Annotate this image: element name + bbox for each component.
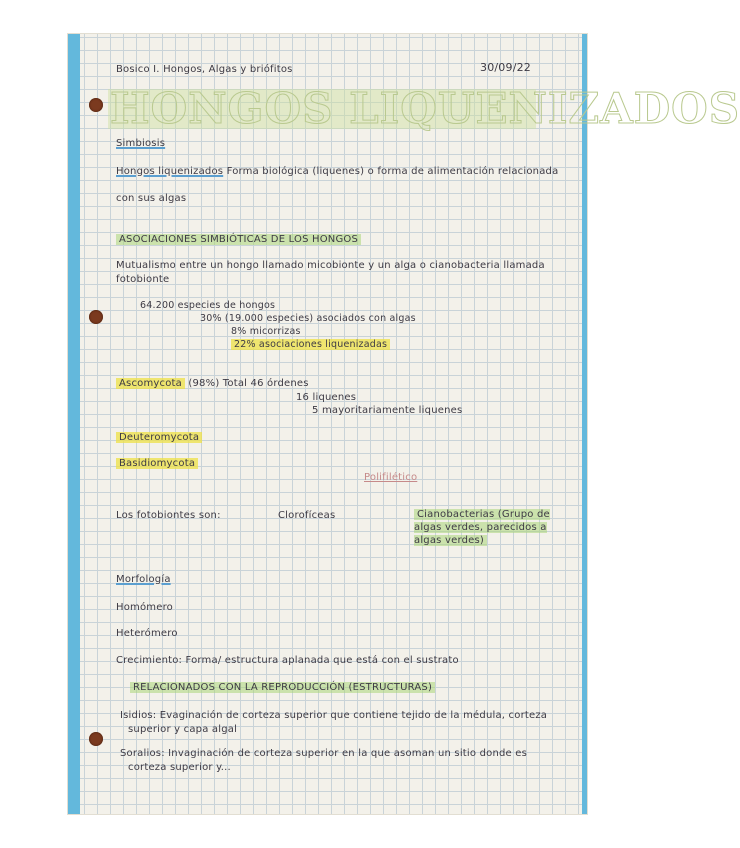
- binder-hole-middle: [89, 310, 103, 324]
- page-left-edge: [68, 34, 80, 814]
- cianobacterias-highlight: Cianobacterias (Grupo de algas verdes, parecidos a algas verdes): [414, 509, 550, 546]
- binder-hole-bottom: [89, 732, 103, 746]
- basidiomycota-line: [116, 458, 198, 470]
- isidios-line-1: Isidios: Evaginación de corteza superior que contiene tejido de la médula, corteza: [120, 710, 548, 721]
- basidiomycota-label: Basidiomycota: [116, 458, 198, 469]
- ascomycota-sub-2: 5 mayoritariamente liquenes: [312, 405, 463, 416]
- ascomycota-line: [116, 378, 309, 390]
- ascomycota-sub-1: 16 liquenes: [296, 392, 357, 403]
- relacionados-highlight: RELACIONADOS CON LA REPRODUCCIÓN (ESTRUCTURAS): [130, 682, 435, 693]
- ascomycota-label: Ascomycota: [116, 378, 185, 389]
- definition-line-2: con sus algas: [116, 193, 187, 204]
- isidios-line-2: superior y capa algal: [128, 724, 238, 735]
- asociaciones-highlight: ASOCIACIONES SIMBIÓTICAS DE LOS HONGOS: [116, 234, 361, 245]
- notebook-page: [68, 34, 740, 814]
- binder-hole-top: [89, 98, 103, 112]
- definition-text-1: Forma biológica (liquenes) o forma de alimentación relacionada: [226, 166, 559, 177]
- asociaciones-heading: [116, 234, 361, 246]
- soralios-line-1: Soralios: Invaginación de corteza superior en la que asoman un sitio donde es: [120, 748, 528, 759]
- crecimiento-line: Crecimiento: Forma/ estructura aplanada que está con el sustrato: [116, 655, 459, 666]
- definition-line-1: [116, 166, 558, 178]
- fotobiontes-label: Los fotobiontes son:: [116, 510, 221, 521]
- heteromero-label: Heterómero: [116, 628, 178, 639]
- relacionados-heading: [130, 682, 435, 694]
- mutualismo-line-2: fotobionte: [116, 274, 170, 285]
- homomero-label: Homómero: [116, 602, 174, 613]
- course-header: Bosico I. Hongos, Algas y briófitos: [116, 64, 293, 75]
- mutualismo-line-1: Mutualismo entre un hongo llamado micobionte y un alga o cianobacteria llamada: [116, 260, 545, 271]
- deuteromycota-label: Deuteromycota: [116, 432, 202, 443]
- stat-line-4: [231, 339, 390, 351]
- simbiosis-heading: Simbiosis: [116, 138, 166, 149]
- deuteromycota-line: [116, 432, 202, 444]
- page-right-edge: [582, 34, 587, 814]
- date-header: 30/09/22: [480, 61, 532, 74]
- page-title: HONGOS LIQUENIZADOS: [110, 84, 740, 133]
- stat-line-2: 30% (19.000 especies) asociados con algas: [200, 313, 416, 324]
- morfologia-heading: Morfología: [116, 574, 171, 585]
- soralios-line-2: corteza superior y...: [128, 762, 231, 773]
- polifiletico-label: Polifilético: [364, 472, 418, 483]
- clorofíceas-label: Clorofíceas: [278, 510, 336, 521]
- hongos-liquenizados-label: Hongos liquenizados: [116, 166, 224, 177]
- cianobacterias-note: [414, 508, 554, 547]
- stat-line-3: 8% micorrizas: [231, 326, 301, 337]
- stat-line-1: 64.200 especies de hongos: [140, 300, 276, 311]
- ascomycota-stats: (98%) Total 46 órdenes: [188, 378, 309, 389]
- stat-4-highlight: 22% asociaciones liquenizadas: [231, 339, 390, 350]
